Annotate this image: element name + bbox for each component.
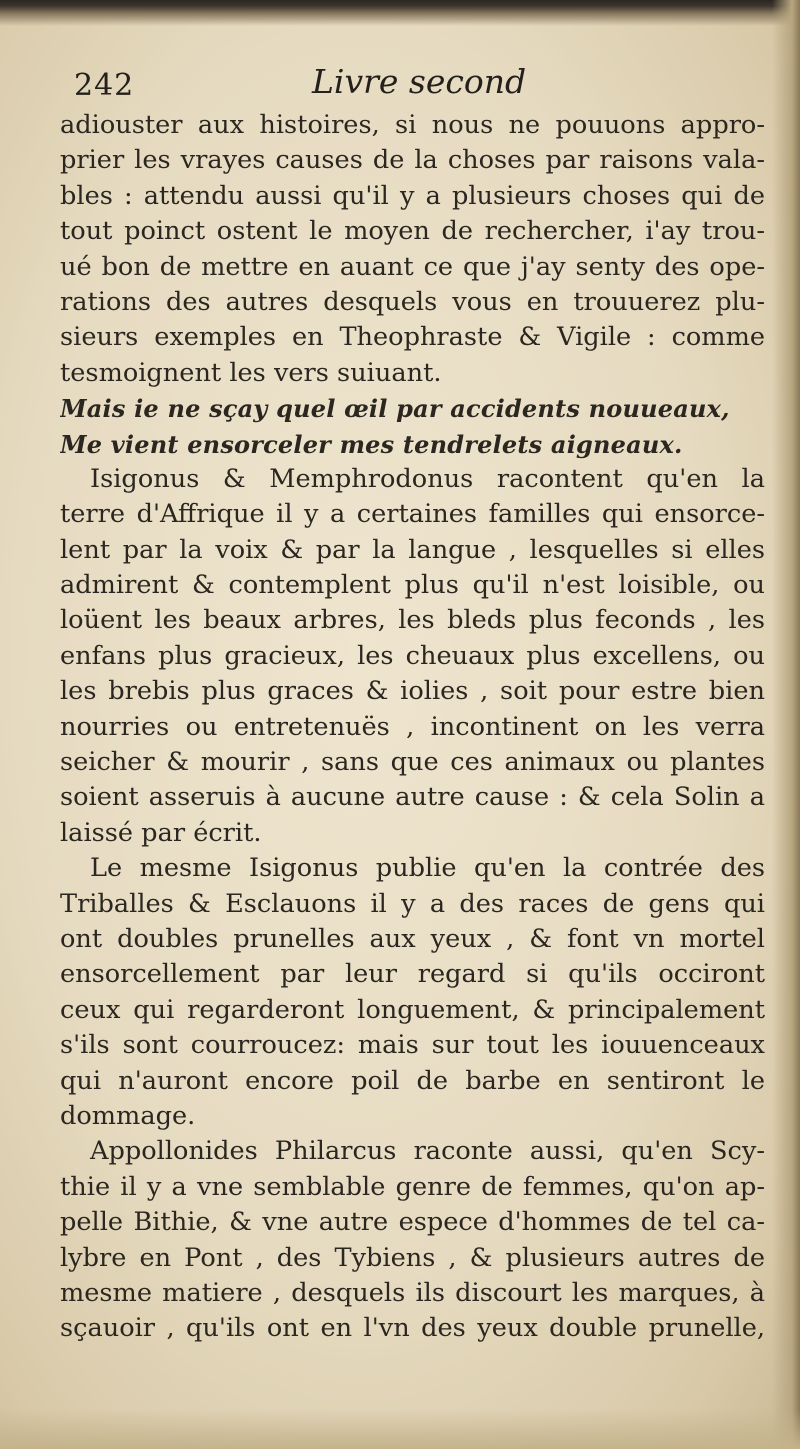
running-head: Livre second [312,62,527,101]
text-line: soient asseruis à aucune autre cause : & cela Solin a [60,782,765,813]
text-line: prier les vrayes causes de la choses par raisons vala- [60,145,765,176]
text-line: lybre en Pont , des Tybiens , & plusieurs autres de [60,1242,765,1273]
text-line: terre d'Affrique il y a certaines familles qui ensorce- [60,499,765,530]
paragraph-first-line: Isigonus & Memphrodonus racontent qu'en la [90,463,765,494]
text-line: adiouster aux histoires, si nous ne pouuons appro- [60,110,765,140]
verse-line: Me vient ensorceler mes tendrelets aigneaux. [60,429,683,459]
text-line: mesme matiere , desquels ils discourt les marques, à [60,1277,765,1308]
text-line: enfans plus gracieux, les cheuaux plus excellens, ou [60,640,765,671]
text-line: sieurs exemples en Theophraste & Vigile : comme [60,322,765,353]
text-line: nourries ou entretenuës , incontinent on les verra [60,711,765,742]
text-line: les brebis plus graces & iolies , soit pour estre bien [60,676,765,707]
text-line: qui n'auront encore poil de barbe en sentiront le [60,1065,765,1096]
text-line: ensorcellement par leur regard si qu'ils occiront [60,959,765,990]
paragraph-first-line: Le mesme Isigonus publie qu'en la contrée des [90,853,765,884]
text-line: seicher & mourir , sans que ces animaux ou plantes [60,747,765,778]
text-line: ceux qui regarderont longuement, & principalement [60,994,765,1025]
verse-line: Mais ie ne sçay quel œil par accidents nouueaux, [60,394,730,424]
text-line: sçauoir , qu'ils ont en l'vn des yeux double prunelle, [60,1313,765,1344]
text-line: thie il y a vne semblable genre de femmes, qu'on ap- [60,1171,765,1202]
page-bottom-shadow [0,1409,800,1449]
text-line: tesmoignent les vers suiuant. [60,357,442,388]
text-line: laissé par écrit. [60,817,262,848]
text-line: ué bon de mettre en auant ce que j'ay senty des ope- [60,251,765,282]
page-number: 242 [74,68,135,103]
text-line: ont doubles prunelles aux yeux , & font vn mortel [60,923,765,954]
page-header [0,62,800,112]
text-line: lent par la voix & par la langue , lesquelles si elles [60,534,765,565]
paragraph-first-line: Appollonides Philarcus raconte aussi, qu'en Scy- [90,1136,765,1167]
text-line: bles : attendu aussi qu'il y a plusieurs choses qui de [60,180,765,211]
text-line: Triballes & Esclauons il y a des races de gens qui [60,888,765,919]
text-line: admirent & contemplent plus qu'il n'est loisible, ou [60,570,765,601]
page-right-shadow [772,0,800,1449]
text-line: dommage. [60,1100,196,1131]
text-line: pelle Bithie, & vne autre espece d'hommes de tel ca- [60,1207,765,1238]
page-top-shadow [0,0,800,26]
text-line: rations des autres desquels vous en trouuerez plu- [60,286,765,317]
text-line: s'ils sont courroucez: mais sur tout les iouuenceaux [60,1030,765,1061]
page-body [60,108,765,1347]
text-line: loüent les beaux arbres, les bleds plus feconds , les [60,605,765,636]
text-line: tout poinct ostent le moyen de rechercher, i'ay trou- [60,216,765,247]
